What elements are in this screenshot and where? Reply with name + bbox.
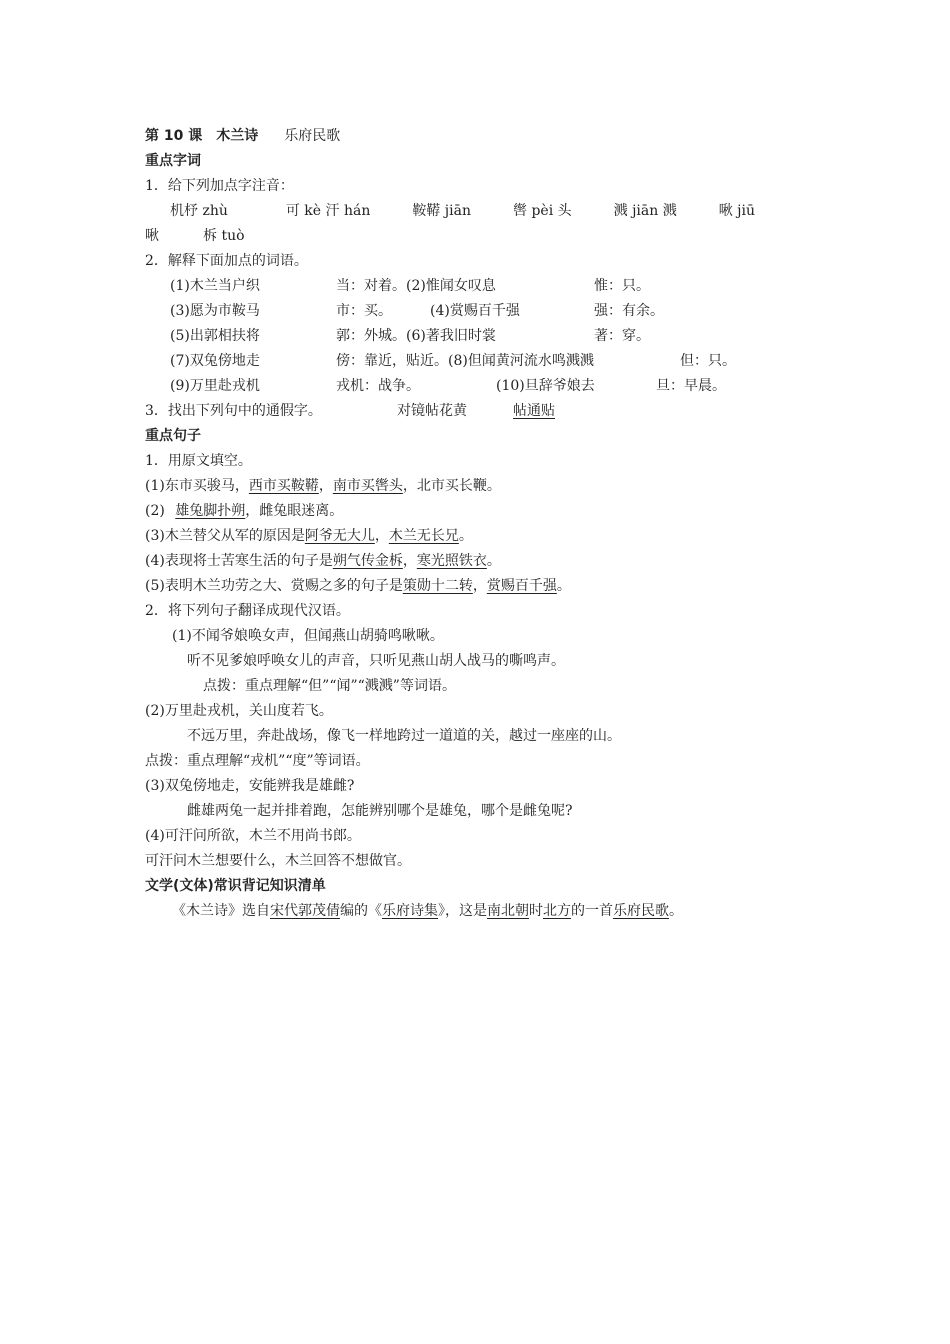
fill-line-5: (5)表明木兰功劳之大、赏赐之多的句子是策勋十二转，赏赐百千强。 (145, 578, 571, 594)
translate-hint-2: 点拨：重点理解“戎机”“度”等词语。 (145, 753, 370, 769)
answer: 朔气传金柝 (332, 553, 403, 569)
answer: 策勋十二转 (402, 578, 473, 594)
translate-hint-1: 点拨：重点理解“但”“闻”“溅溅”等词语。 (203, 678, 456, 694)
translate-sentence-1: (1)不闻爷娘唤女声，但闻燕山胡骑鸣啾啾。 (172, 628, 444, 644)
translate-label: 2．将下列句子翻译成现代汉语。 (145, 603, 350, 619)
answer: 赏赐百千强 (486, 578, 557, 594)
fill-line-4: (4)表现将士苦寒生活的句子是朔气传金柝，寒光照铁衣。 (145, 553, 501, 569)
lesson-author: 乐府民歌 (284, 128, 341, 144)
pinyin-item: 啾 (145, 228, 159, 244)
pinyin-item: 鞍鞯 jiān (412, 203, 471, 219)
translate-answer-2: 不远万里，奔赴战场，像飞一样地跨过一道道的关，越过一座座的山。 (187, 728, 621, 744)
answer: 郭茂倩 (298, 903, 340, 919)
translate-answer-3: 雌雄两兔一起并排着跑，怎能辨别哪个是雄兔，哪个是雌兔呢? (187, 803, 573, 819)
lesson-name: 木兰诗 (216, 128, 259, 144)
lesson-title (145, 124, 340, 148)
definition-row: (5)出郭相扶将 郭：外城。(6)著我旧时裳 著：穿。 (170, 328, 650, 344)
answer: 阿爷无大儿 (304, 528, 375, 544)
answer: 雄兔脚扑朔 (175, 503, 246, 519)
pinyin-item: 辔 pèi 头 (513, 203, 572, 219)
q3-label: 3．找出下列句中的通假字。 (145, 403, 322, 419)
q3-answer: 帖通贴 (513, 403, 555, 419)
section-heading-key-words: 重点字词 (145, 153, 201, 169)
pinyin-item: 机杼 zhù (170, 203, 228, 219)
pinyin-item: 啾 jiū (718, 203, 756, 219)
literature-line: 《木兰诗》选自宋代郭茂倩编的《乐府诗集》，这是南北朝时北方的一首乐府民歌。 (172, 903, 683, 919)
answer: 北方 (543, 903, 571, 919)
fill-line-1: (1)东市买骏马，西市买鞍鞯，南市买辔头，北市买长鞭。 (145, 478, 501, 494)
answer: 寒光照铁衣 (416, 553, 487, 569)
pinyin-items-wrap (145, 224, 245, 248)
answer: 木兰无长兄 (388, 528, 459, 544)
translate-sentence-2: (2)万里赴戎机，关山度若飞。 (145, 703, 333, 719)
answer: 宋代 (270, 903, 298, 919)
lesson-number: 第 10 课 (145, 128, 203, 144)
definition-row: (9)万里赴戎机 戎机：战争。 (10)旦辞爷娘去 旦：早晨。 (170, 378, 726, 394)
section-heading-literature: 文学(文体)常识背记知识清单 (145, 878, 326, 894)
translate-sentence-4: (4)可汗问所欲，木兰不用尚书郎。 (145, 828, 361, 844)
pinyin-item: 溅 jiān 溅 (613, 203, 677, 219)
q2-label: 2．解释下面加点的词语。 (145, 253, 308, 269)
answer: 西市买鞍鞯 (248, 478, 319, 494)
translate-answer-1: 听不见爹娘呼唤女儿的声音，只听见燕山胡人战马的嘶鸣声。 (187, 653, 565, 669)
pinyin-item: 柝 tuò (203, 228, 245, 244)
pinyin-items (170, 199, 755, 223)
q3-line (145, 399, 555, 423)
answer: 乐府诗集 (382, 903, 438, 919)
fill-line-3: (3)木兰替父从军的原因是阿爷无大儿，木兰无长兄。 (145, 528, 473, 544)
definition-row: (3)愿为市鞍马 市：买。 (4)赏赐百千强 强：有余。 (170, 303, 664, 319)
answer: 乐府民歌 (613, 903, 669, 919)
definition-row: (7)双兔傍地走 傍：靠近，贴近。(8)但闻黄河流水鸣溅溅 但：只。 (170, 353, 736, 369)
answer: 南市买辔头 (332, 478, 403, 494)
definition-row: (1)木兰当户织 当：对着。(2)惟闻女叹息 惟：只。 (170, 278, 650, 294)
section-heading-key-sentences: 重点句子 (145, 428, 201, 444)
pinyin-item: 可 kè 汗 hán (285, 203, 371, 219)
answer: 南北朝 (487, 903, 529, 919)
fill-label: 1．用原文填空。 (145, 453, 252, 469)
q3-sentence: 对镜帖花黄 (397, 403, 467, 419)
translate-answer-4: 可汗问木兰想要什么，木兰回答不想做官。 (145, 853, 411, 869)
q1-label: 1．给下列加点字注音： (145, 178, 294, 194)
translate-sentence-3: (3)双兔傍地走，安能辨我是雄雌? (145, 778, 355, 794)
fill-line-2: (2) 雄兔脚扑朔，雌兔眼迷离。 (145, 503, 344, 519)
